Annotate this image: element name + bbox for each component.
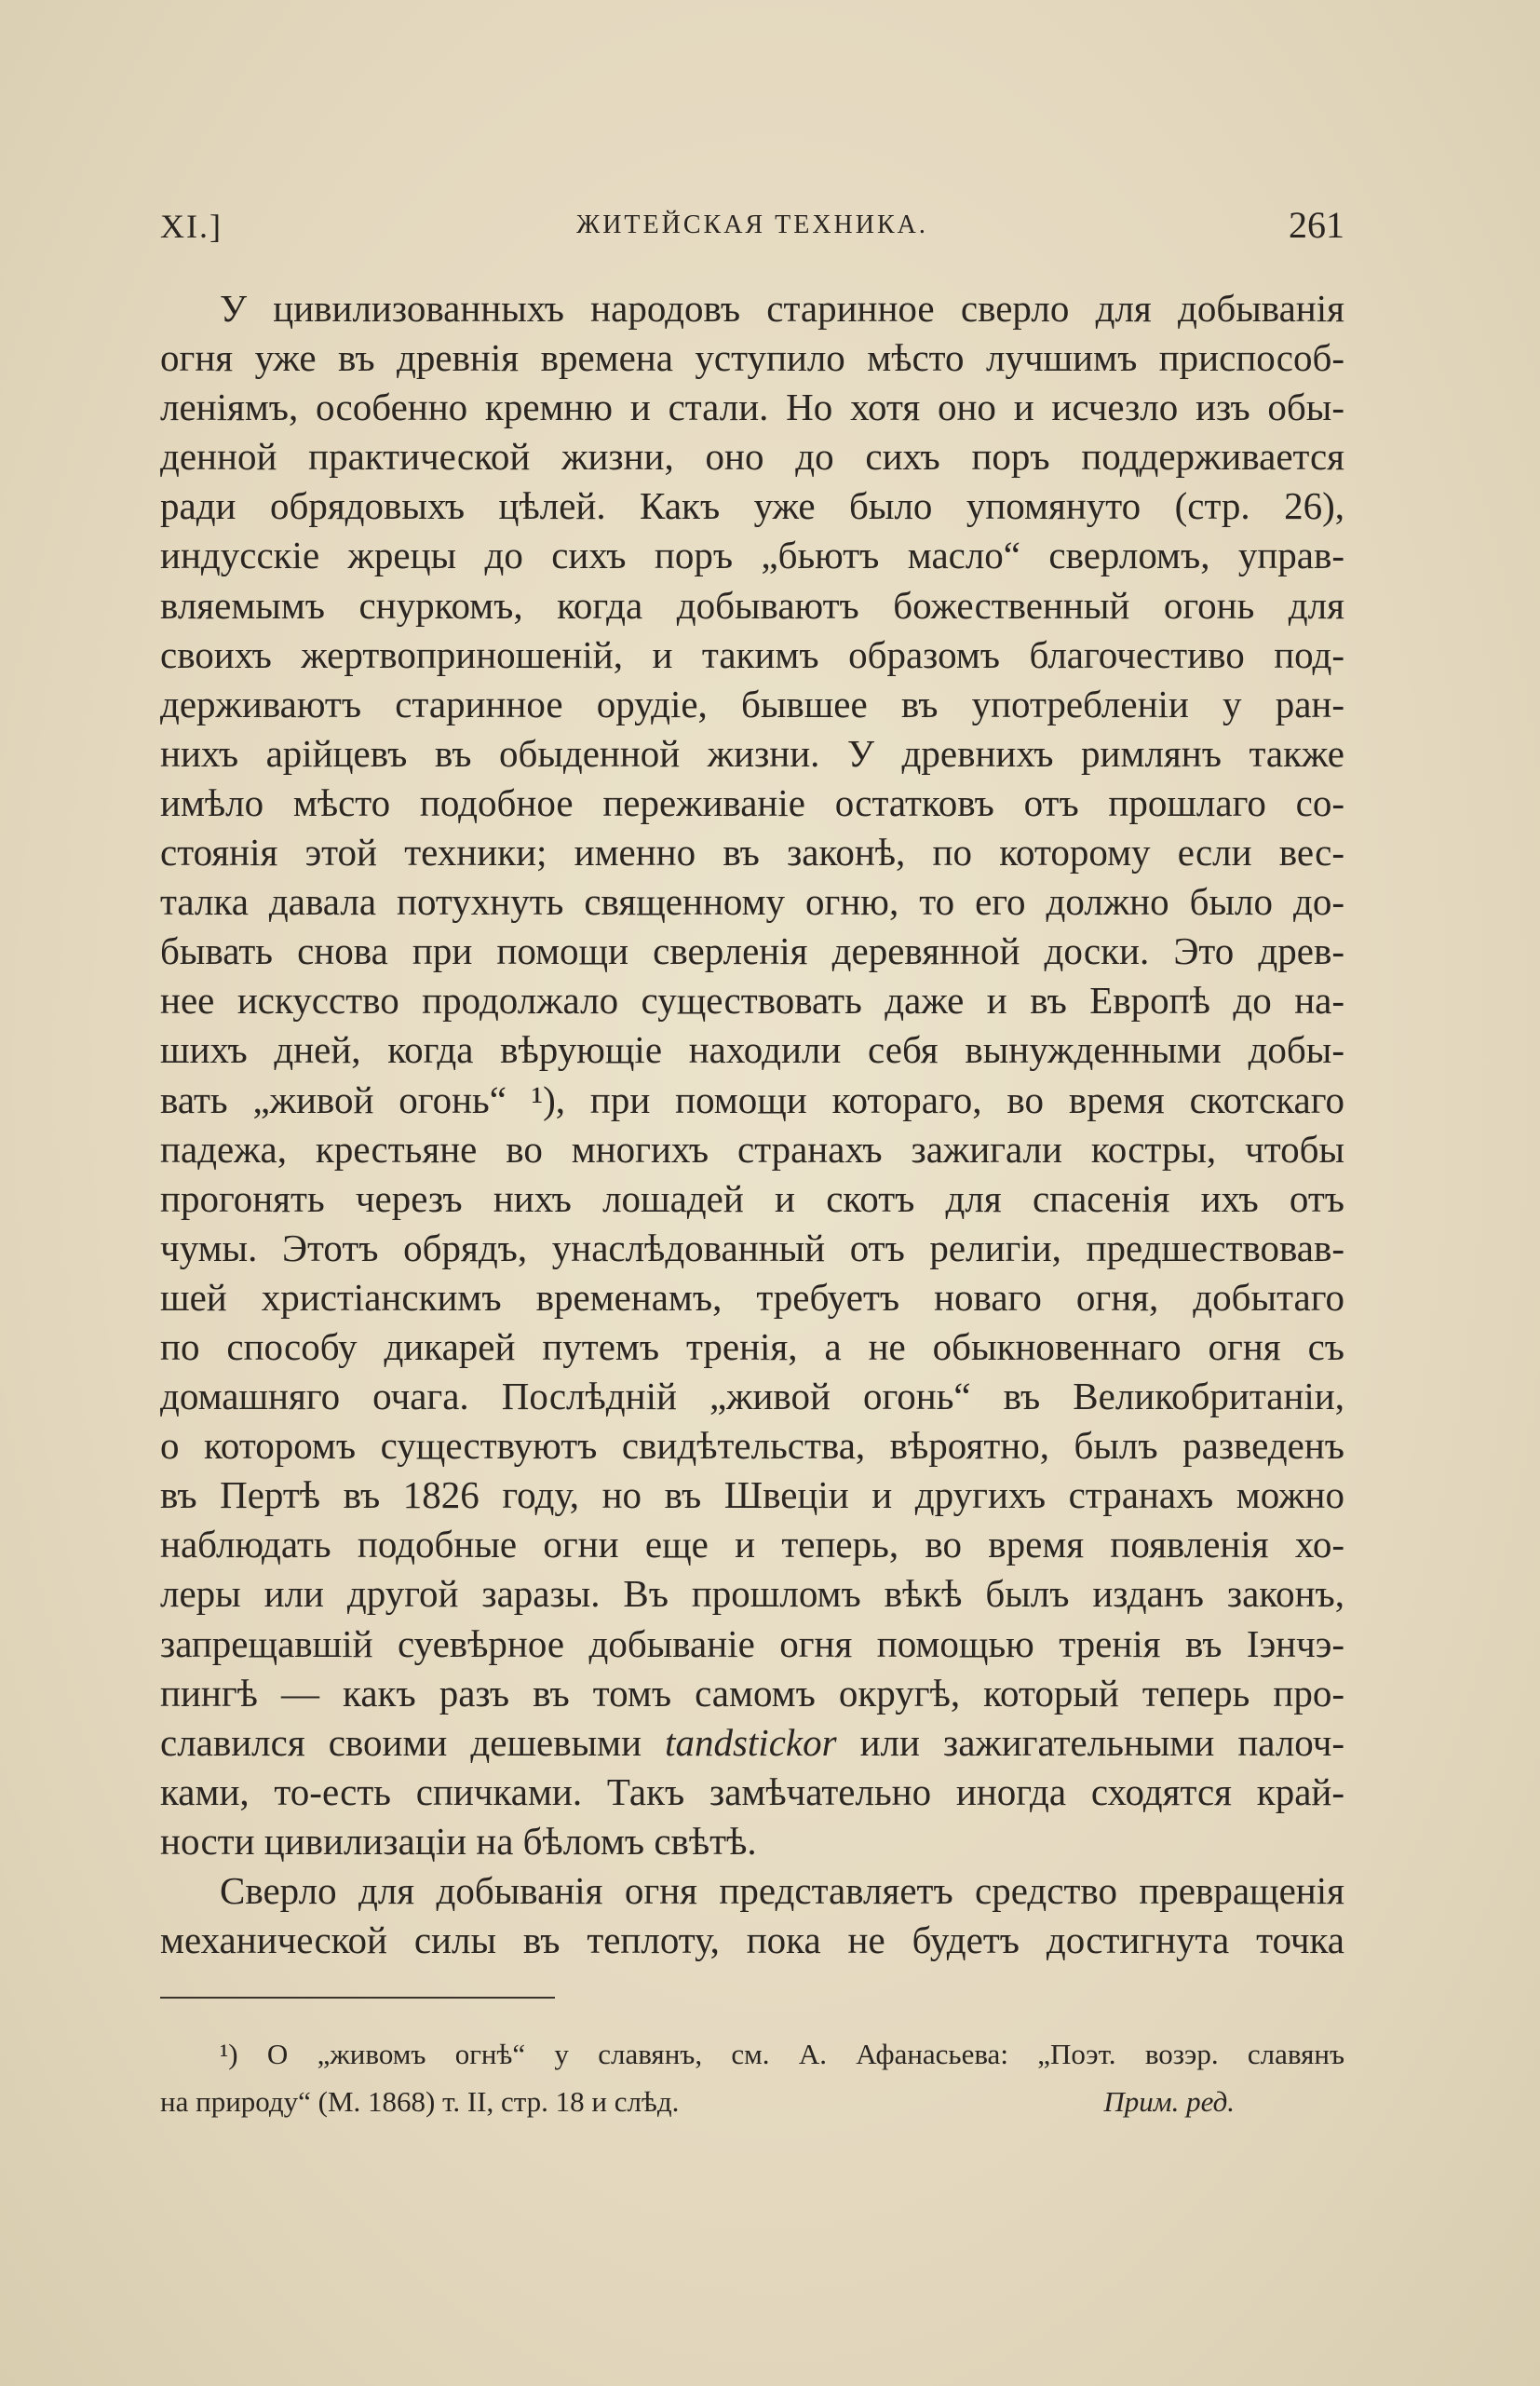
footnote-line <box>160 2078 1344 2125</box>
text-line: нихъ арійцевъ въ обыденной жизни. У древнихъ римлянъ также <box>160 731 1344 775</box>
text-line: индусскіе жрецы до сихъ поръ „бьютъ масло“ сверломъ, управ- <box>160 534 1344 577</box>
text-line: вляемымъ снуркомъ, когда добываютъ божественный огонь для <box>160 583 1344 627</box>
page-number: 261 <box>1289 204 1344 246</box>
text-line: пингѣ — какъ разъ въ томъ самомъ округѣ, который теперь про- <box>160 1671 1344 1715</box>
text-line: домашняго очага. Послѣдній „живой огонь“ въ Великобританіи, <box>160 1375 1344 1418</box>
text-line: въ Пертѣ въ 1826 году, но въ Швеціи и другихъ странахъ можно <box>160 1473 1344 1517</box>
text-line: У цивилизованныхъ народовъ старинное сверло для добыванія <box>220 287 1344 330</box>
footnote-text: на природу“ (М. 1868) т. II, стр. 18 и слѣд. <box>160 2085 680 2118</box>
text-line: леры или другой заразы. Въ прошломъ вѣкѣ былъ изданъ законъ, <box>160 1572 1344 1616</box>
text-line: бывать снова при помощи сверленія деревянной доски. Это древ- <box>160 929 1344 973</box>
text-line: талка давала потухнуть священному огню, то его должно было до- <box>160 880 1344 924</box>
text-line: ности цивилизаціи на бѣломъ свѣтѣ. <box>160 1819 757 1863</box>
text-line: ками, то-есть спичками. Такъ замѣчательно иногда сходятся край- <box>160 1769 1344 1813</box>
footnote-signature: Прим. ред. <box>1103 2085 1235 2118</box>
text-line: механической силы въ теплоту, пока не будетъ достигнута точка <box>160 1918 1344 1962</box>
text-line: запрещавшій суевѣрное добываніе огня помощью тренія въ Іэнчэ- <box>160 1621 1344 1665</box>
footnote-divider <box>160 1997 555 1999</box>
footnote-line: ¹) О „живомъ огнѣ“ у славянъ, см. А. Афанасьева: „Поэт. возэр. славянъ <box>220 2038 1344 2070</box>
foreign-term: tandstickor <box>665 1720 837 1764</box>
text-line: денной практической жизни, оно до сихъ поръ поддерживается <box>160 435 1344 479</box>
text-line: шей христіанскимъ временамъ, требуетъ новаго огня, добытаго <box>160 1275 1344 1319</box>
text-line: вать „живой огонь“ ¹), при помощи котораго, во время скотскаго <box>160 1078 1344 1121</box>
main-text <box>160 284 1344 1965</box>
text-line: славился своими дешевыми tandstickor или зажигательными палоч- <box>160 1720 1344 1764</box>
section-number: XI.] <box>160 208 223 245</box>
text-line: стоянія этой техники; именно въ законѣ, по которому если вес- <box>160 831 1344 874</box>
text-line: нее искусство продолжало существовать даже и въ Европѣ до на- <box>160 979 1344 1023</box>
text-line: имѣло мѣсто подобное переживаніе остатковъ отъ прошлаго со- <box>160 780 1344 824</box>
text-line: своихъ жертвоприношеній, и такимъ образомъ благочестиво под- <box>160 632 1344 676</box>
text-line: держиваютъ старинное орудіе, бывшее въ употребленіи у ран- <box>160 682 1344 725</box>
text-line: огня уже въ древнія времена уступило мѣсто лучшимъ приспособ- <box>160 336 1344 380</box>
footnote <box>160 2030 1344 2125</box>
text-line: чумы. Этотъ обрядъ, унаслѣдованный отъ религіи, предшествовав- <box>160 1226 1344 1269</box>
text-line: леніямъ, особенно кремню и стали. Но хотя оно и исчезло изъ обы- <box>160 386 1344 429</box>
text-line: о которомъ существуютъ свидѣтельства, вѣроятно, былъ разведенъ <box>160 1424 1344 1468</box>
text-line: по способу дикарей путемъ тренія, а не обыкновеннаго огня съ <box>160 1324 1344 1368</box>
text-line: Сверло для добыванія огня представляетъ средство превращенія <box>220 1869 1344 1912</box>
text-line: шихъ дней, когда вѣрующіе находили себя вынужденными добы- <box>160 1028 1344 1072</box>
text-line: ради обрядовыхъ цѣлей. Какъ уже было упомянуто (стр. 26), <box>160 484 1344 528</box>
text-line: падежа, крестьяне во многихъ странахъ зажигали костры, чтобы <box>160 1127 1344 1171</box>
running-title: ЖИТЕЙСКАЯ ТЕХНИКА. <box>576 210 928 239</box>
running-header <box>160 203 1344 259</box>
text-line: прогонять черезъ нихъ лошадей и скотъ для спасенія ихъ отъ <box>160 1176 1344 1220</box>
text-line: наблюдать подобные огни еще и теперь, во время появленія хо- <box>160 1523 1344 1566</box>
